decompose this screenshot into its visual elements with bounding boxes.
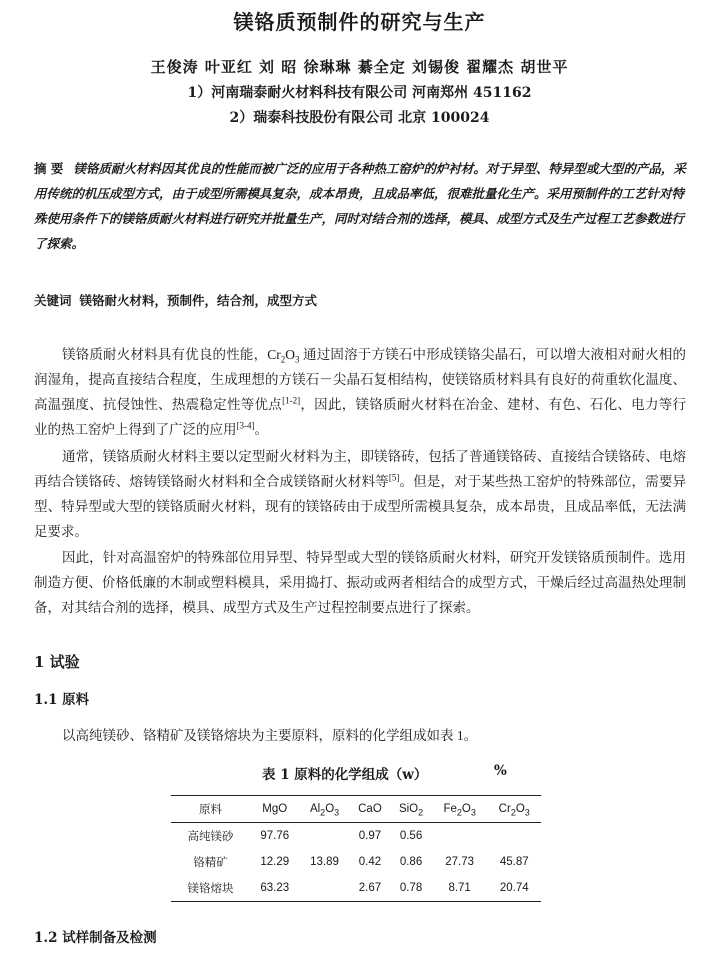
table-cell: 63.23 [260, 882, 290, 894]
table-cell [487, 823, 541, 850]
composition-table [171, 795, 541, 902]
table-cell: 2.67 [358, 882, 382, 894]
table-header-cell: 原料 [199, 804, 222, 816]
table-cell: 0.97 [358, 830, 382, 842]
table-header-cell: CaO [358, 803, 382, 815]
table-cell: 97.76 [260, 830, 290, 842]
intro-paragraph-3: 因此，针对高温窑炉的特殊部位用异型、特异型或大型的镁铬质耐火材料，研究开发镁铬质预制件。选用制造方便、价格低廉的木制或塑料模具，采用捣打、振动或两者相结合的成型方式，干燥后经过高温热处理制备，对其结合剂的选择，模具、成型方式及生产过程控制要点进行了探索。 [34, 550, 686, 615]
table-cell: 8.71 [448, 882, 471, 894]
table-header-cell: $Cr_2O_3$ [498, 803, 530, 818]
table-cell [299, 875, 349, 902]
table-row [171, 849, 541, 875]
table-unit: % [494, 763, 507, 779]
intro-paragraph-1: 镁铬质耐火材料具有优良的性能，$Cr_2O_3$ 通过固溶于方镁石中形成镁铬尖晶石，可以增大液相对耐火相的润湿角，提高直接结合程度，生成理想的方镁石－尖晶石复相结构，使镁铬质材料具有良好的荷重软化温度、高温强度、抗侵蚀性、热震稳定性等优点[1-2]，因此，镁铬质耐火材料在冶金、建材、有色、石化、电力等行业的热工窑炉上得到了广泛的应用[3-4]。 [34, 347, 687, 437]
table-cell: 铬精矿 [193, 857, 228, 869]
citation: [3-4] [236, 420, 255, 431]
keywords-text: 镁铬耐火材料，预制件，结合剂，成型方式 [79, 293, 318, 308]
table-header-cell: $Al_2O_3$ [309, 803, 340, 818]
table-cell: 20.74 [499, 882, 529, 894]
section-heading: 1 试验 [34, 653, 80, 671]
table-cell [432, 823, 488, 850]
abstract [34, 156, 694, 256]
table-cell: 0.78 [399, 882, 423, 894]
subsection-heading: 1.1 原料 [34, 692, 90, 708]
table-cell: 0.56 [399, 830, 423, 842]
subsection-heading: 1.2 试样制备及检测 [34, 930, 157, 946]
keywords-label: 关键词 [34, 293, 72, 308]
table-header-cell: SiO$_2$ [398, 803, 424, 818]
table-cell: 0.42 [358, 856, 382, 868]
paper-title: 镁铬质预制件的研究与生产 [233, 10, 486, 34]
citation: [1-2] [282, 395, 301, 406]
table-row [171, 875, 541, 902]
materials-text: 以高纯镁砂、铬精矿及镁铬熔块为主要原料，原料的化学组成如表 1。 [62, 728, 478, 743]
table-row [171, 823, 541, 850]
abstract-text: 镁铬质耐火材料因其优良的性能而被广泛的应用于各种热工窑炉的炉衬材。对于异型、特异型或大型的产品，采用传统的机压成型方式，由于成型所需模具复杂，成本昂贵，且成品率低，很难批量化生产。采用预制件的工艺针对特殊使用条件下的镁铬质耐火材料进行研究并批量生产，同时对结合剂的选择，模具、成型方式及生产过程工艺参数进行了探索。 [34, 161, 686, 251]
table-cell: 13.89 [310, 856, 339, 868]
table-cell: 镁铬熔块 [187, 883, 234, 895]
table-cell: 45.87 [499, 856, 529, 868]
table-header-cell: MgO [262, 803, 288, 815]
citation: [5] [388, 472, 400, 483]
table-caption: 表 1 原料的化学组成（w） [262, 767, 428, 783]
table-cell: 12.29 [260, 856, 290, 868]
table-header-cell: $Fe_2O_3$ [443, 803, 476, 818]
abstract-label: 摘 要 [34, 161, 64, 176]
table-cell: 高纯镁砂 [187, 831, 234, 843]
table-cell: 0.86 [399, 856, 423, 868]
affiliation-1: 1）河南瑞泰耐火材料科技有限公司 河南郑州 451162 [187, 85, 532, 101]
table-cell: 27.73 [445, 856, 475, 868]
affiliation-2: 2）瑞泰科技股份有限公司 北京 100024 [229, 110, 490, 126]
keywords [34, 291, 694, 309]
author-list: 王俊涛 叶亚红 刘 昭 徐琳琳 綦全定 刘锡俊 翟耀杰 胡世平 [150, 58, 569, 76]
table-header-row [171, 796, 541, 823]
table-cell [299, 823, 349, 850]
intro-paragraph-2: 通常，镁铬质耐火材料主要以定型耐火材料为主，即镁铬砖，包括了普通镁铬砖、直接结合镁铬砖、电熔再结合镁铬砖、熔铸镁铬耐火材料和全合成镁铬耐火材料等[5]。但是，对于某些热工窑炉的特殊部位，需要异型、特异型或大型的镁铬质耐火材料，现有的镁铬砖由于成型所需模具复杂，成本昂贵，且成品率低，无法满足要求。 [34, 449, 687, 539]
